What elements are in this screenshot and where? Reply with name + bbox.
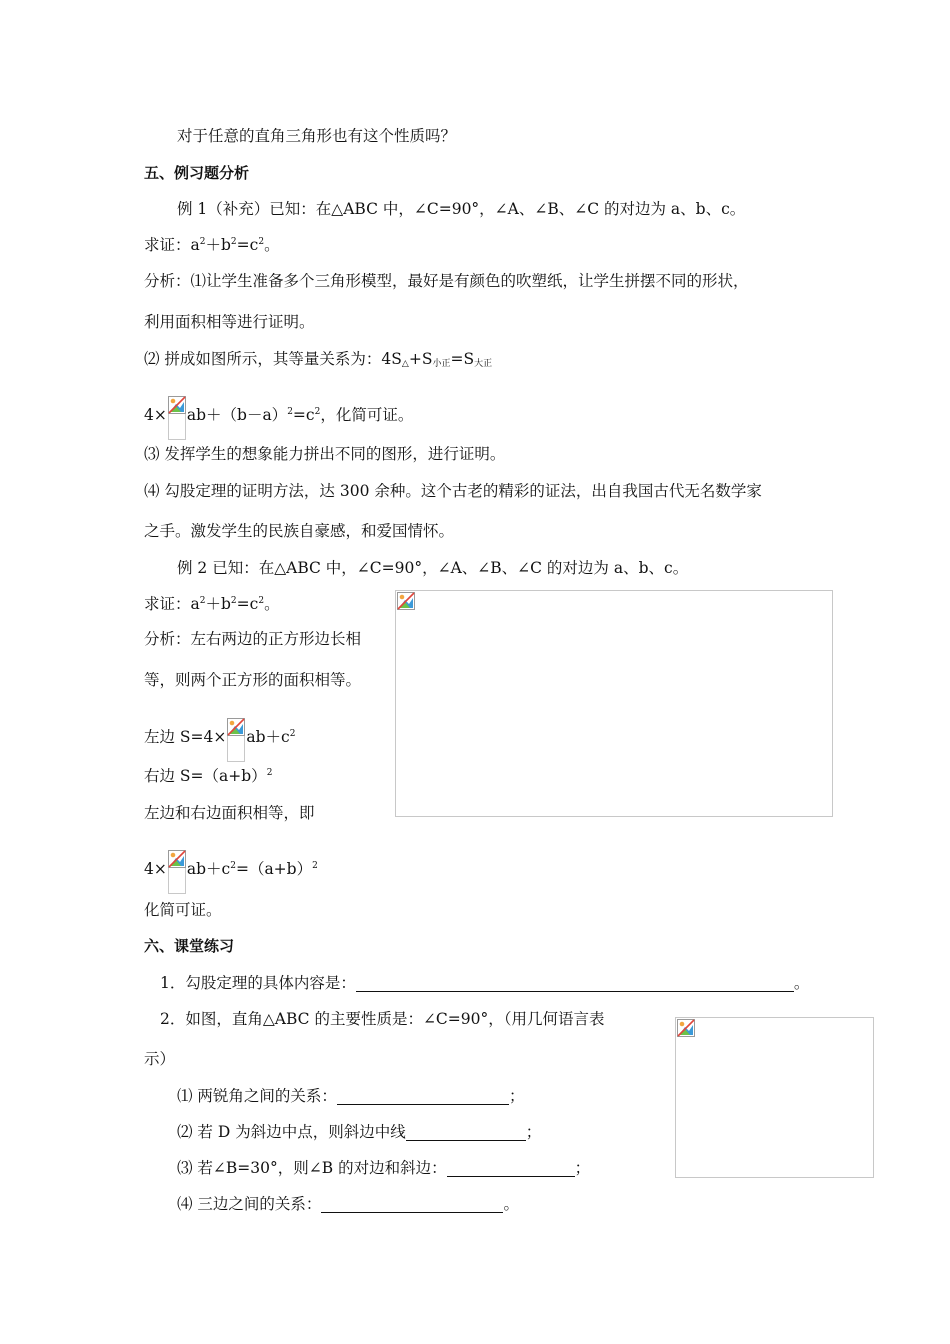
superscript: 2 bbox=[266, 768, 273, 778]
superscript: 2 bbox=[199, 596, 206, 606]
question-text: ； bbox=[508, 1087, 525, 1105]
example-2-prove bbox=[144, 593, 280, 615]
right-side-formula bbox=[144, 765, 272, 787]
question-2-cont: 示） bbox=[144, 1050, 176, 1068]
text-line: 对于任意的直角三角形也有这个性质吗？ bbox=[177, 127, 457, 145]
left-side-formula bbox=[144, 718, 295, 762]
question-text: ； bbox=[574, 1159, 591, 1177]
formula-text: ab＋（b－a） bbox=[186, 406, 288, 424]
formula-text: 右边 S=（a+b） bbox=[144, 767, 267, 785]
triangle-figure bbox=[675, 1017, 874, 1178]
answer-blank[interactable] bbox=[337, 1088, 509, 1105]
prove-text: 求证：a bbox=[144, 595, 200, 613]
analysis-text: +S bbox=[408, 350, 433, 368]
analysis-text: =S bbox=[450, 350, 475, 368]
sub-question-4 bbox=[177, 1193, 519, 1215]
sub-question-2 bbox=[177, 1121, 541, 1143]
example-1-statement: 例 1（补充）已知：在△ABC 中，∠C=90°，∠A、∠B、∠C 的对边为 a、b、c。 bbox=[177, 200, 746, 218]
analysis-5-cont: 等，则两个正方形的面积相等。 bbox=[144, 671, 362, 689]
fraction-image bbox=[168, 850, 186, 894]
example-1-prove bbox=[144, 234, 280, 256]
prove-text: =c bbox=[236, 595, 259, 613]
answer-blank[interactable] bbox=[321, 1196, 503, 1213]
subscript: △ bbox=[401, 359, 409, 369]
question-text: 。 bbox=[793, 974, 810, 992]
subscript: 小正 bbox=[432, 359, 451, 369]
superscript: 2 bbox=[258, 237, 265, 247]
prove-text: ＋b bbox=[205, 595, 231, 613]
superscript: 2 bbox=[289, 729, 296, 739]
superscript: 2 bbox=[312, 861, 318, 871]
analysis-1-cont: 利用面积相等进行证明。 bbox=[144, 313, 315, 331]
analysis-4: ⑷ 勾股定理的证明方法，达 300 余种。这个古老的精彩的证法，出自我国古代无名数学家 bbox=[144, 482, 762, 500]
formula-text: ab＋c bbox=[186, 860, 231, 878]
subscript: 大正 bbox=[474, 359, 493, 369]
prove-text: 求证：a bbox=[144, 236, 200, 254]
analysis-4-cont: 之手。激发学生的民族自豪感，和爱国情怀。 bbox=[144, 522, 455, 540]
answer-blank[interactable] bbox=[447, 1160, 575, 1177]
broken-image-icon bbox=[677, 1019, 695, 1037]
formula-text: =c bbox=[292, 406, 315, 424]
broken-image-icon bbox=[227, 718, 245, 736]
analysis-1: 分析：⑴让学生准备多个三角形模型，最好是有颜色的吹塑纸，让学生拼摆不同的形状， bbox=[144, 272, 749, 290]
superscript: 2 bbox=[199, 237, 206, 247]
question-text: ⑴ 两锐角之间的关系： bbox=[177, 1087, 337, 1105]
formula-text: ab＋c bbox=[246, 728, 290, 746]
sub-question-1 bbox=[177, 1085, 524, 1107]
formula-text: 4× bbox=[144, 860, 167, 878]
formula-2 bbox=[144, 850, 318, 894]
analysis-text: ⑵ 拼成如图所示，其等量关系为：4S bbox=[144, 350, 402, 368]
example-2-figure bbox=[395, 590, 833, 817]
broken-image-icon bbox=[168, 850, 186, 868]
prove-text: =c bbox=[236, 236, 259, 254]
question-text: ； bbox=[525, 1123, 542, 1141]
sub-question-3 bbox=[177, 1157, 590, 1179]
equal-area-text: 左边和右边面积相等，即 bbox=[144, 804, 315, 822]
question-text: 。 bbox=[503, 1195, 519, 1213]
superscript: 2 bbox=[314, 407, 321, 417]
fraction-image bbox=[227, 718, 245, 762]
analysis-2 bbox=[144, 348, 492, 370]
formula-text: =（a+b） bbox=[235, 860, 313, 878]
formula-text: ，化简可证。 bbox=[320, 406, 414, 424]
answer-blank[interactable] bbox=[406, 1124, 526, 1141]
broken-image-icon bbox=[397, 592, 415, 610]
formula-text: 4× bbox=[144, 406, 167, 424]
prove-text: 。 bbox=[264, 236, 280, 254]
analysis-3: ⑶ 发挥学生的想象能力拼出不同的图形，进行证明。 bbox=[144, 445, 506, 463]
prove-text: ＋b bbox=[205, 236, 231, 254]
question-text: 1．勾股定理的具体内容是： bbox=[160, 974, 356, 992]
superscript: 2 bbox=[287, 407, 293, 417]
fraction-image bbox=[168, 396, 186, 440]
section-heading-6: 六、课堂练习 bbox=[144, 937, 235, 955]
question-2: 2．如图，直角△ABC 的主要性质是：∠C=90°，（用几何语言表 bbox=[160, 1010, 605, 1028]
prove-text: 。 bbox=[264, 595, 280, 613]
section-heading-5: 五、例习题分析 bbox=[144, 164, 250, 182]
superscript: 2 bbox=[258, 596, 265, 606]
question-text: ⑶ 若∠B=30°，则∠B 的对边和斜边： bbox=[177, 1159, 447, 1177]
superscript: 2 bbox=[230, 861, 236, 871]
superscript: 2 bbox=[230, 237, 237, 247]
example-2-statement: 例 2 已知：在△ABC 中，∠C=90°，∠A、∠B、∠C 的对边为 a、b、c。 bbox=[177, 559, 689, 577]
broken-image-icon bbox=[168, 396, 186, 414]
question-text: ⑵ 若 D 为斜边中点，则斜边中线 bbox=[177, 1123, 406, 1141]
question-1 bbox=[160, 972, 809, 994]
formula-text: 左边 S=4× bbox=[144, 728, 227, 746]
analysis-5: 分析：左右两边的正方形边长相 bbox=[144, 630, 362, 648]
simplify-text: 化简可证。 bbox=[144, 901, 222, 919]
question-text: ⑷ 三边之间的关系： bbox=[177, 1195, 322, 1213]
superscript: 2 bbox=[230, 596, 237, 606]
formula-1 bbox=[144, 396, 413, 440]
answer-blank[interactable] bbox=[356, 975, 794, 992]
